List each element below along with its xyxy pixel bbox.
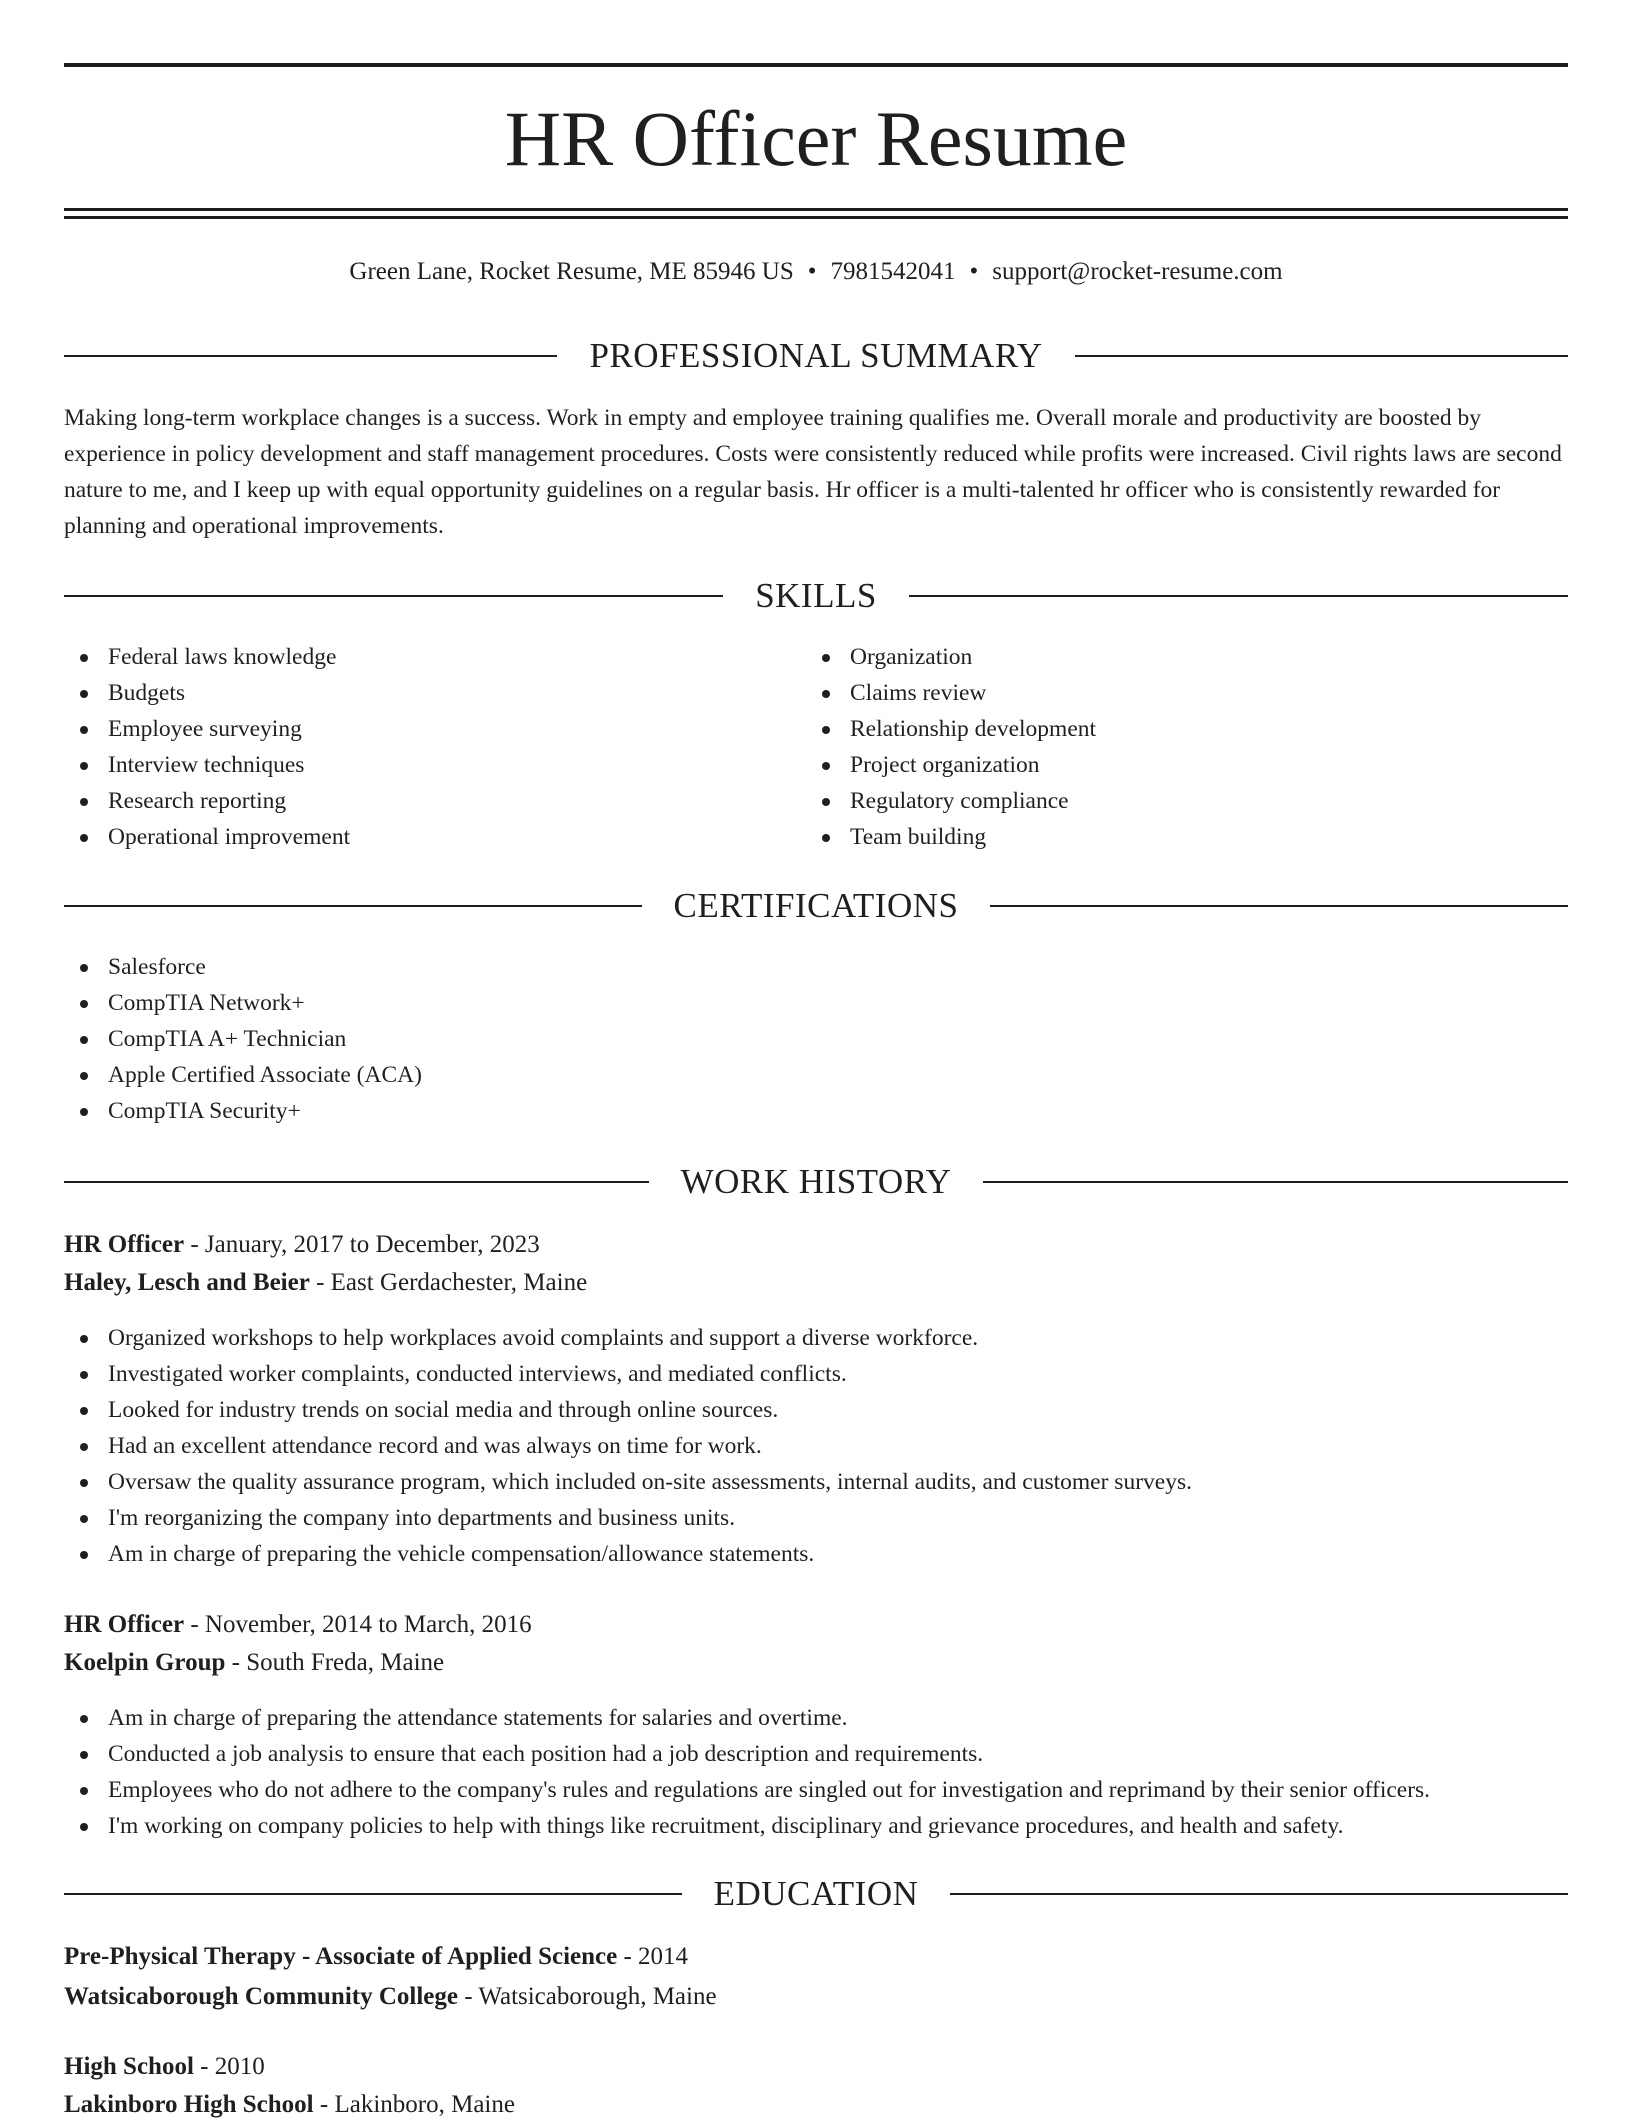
certification-item: CompTIA Security+ xyxy=(64,1093,1568,1129)
job-duty-item: Looked for industry trends on social media and through online sources. xyxy=(64,1392,1568,1428)
skill-item: Organization xyxy=(806,639,1506,675)
heading-rule xyxy=(983,1181,1568,1183)
heading-rule xyxy=(1075,355,1568,357)
section-title: EDUCATION xyxy=(713,1874,919,1913)
skill-item: Regulatory compliance xyxy=(806,783,1506,819)
contact-email: support@rocket-resume.com xyxy=(992,258,1283,285)
job-location: South Freda, Maine xyxy=(246,1649,445,1676)
job-company-line: Koelpin Group - South Freda, Maine xyxy=(64,1649,445,1676)
heading-rule xyxy=(64,355,557,357)
section-title: WORK HISTORY xyxy=(680,1162,952,1201)
job-location: East Gerdachester, Maine xyxy=(330,1269,588,1296)
skill-item: Relationship development xyxy=(806,711,1506,747)
job-title: HR Officer xyxy=(64,1611,185,1638)
job-title: HR Officer xyxy=(64,1231,185,1258)
section-title: CERTIFICATIONS xyxy=(673,886,959,925)
skill-item: Interview techniques xyxy=(64,747,764,783)
job-duties-list xyxy=(64,1320,1568,1572)
heading-rule xyxy=(990,905,1568,907)
education-school: Watsicaborough Community College xyxy=(64,1983,458,2010)
heading-rule xyxy=(64,1893,682,1895)
certification-item: CompTIA A+ Technician xyxy=(64,1021,1568,1057)
skill-item: Claims review xyxy=(806,675,1506,711)
skills-list-left xyxy=(64,639,764,855)
education-school-line: Lakinboro High School - Lakinboro, Maine xyxy=(64,2091,515,2118)
job-duties-list xyxy=(64,1700,1568,1844)
heading-rule xyxy=(909,595,1568,597)
section-title: SKILLS xyxy=(755,576,877,615)
job-duty-item: Had an excellent attendance record and was always on time for work. xyxy=(64,1428,1568,1464)
title-double-rule-upper xyxy=(64,208,1568,211)
education-year: 2010 xyxy=(214,2053,265,2080)
section-heading-summary xyxy=(64,334,1568,378)
heading-rule xyxy=(64,1181,649,1183)
job-dates: January, 2017 to December, 2023 xyxy=(204,1231,540,1258)
skill-item: Team building xyxy=(806,819,1506,855)
education-location: Lakinboro, Maine xyxy=(334,2091,515,2118)
skill-item: Operational improvement xyxy=(64,819,764,855)
certification-item: Salesforce xyxy=(64,949,1568,985)
education-degree: High School xyxy=(64,2053,194,2080)
job-duty-item: Am in charge of preparing the vehicle compensation/allowance statements. xyxy=(64,1536,1568,1572)
job-title-line: HR Officer - November, 2014 to March, 2016 xyxy=(64,1611,532,1638)
section-heading-skills xyxy=(64,574,1568,618)
job-duty-item: Oversaw the quality assurance program, which included on-site assessments, internal audits, and customer surveys. xyxy=(64,1464,1568,1500)
education-school: Lakinboro High School xyxy=(64,2091,314,2118)
education-school-line: Watsicaborough Community College - Watsicaborough, Maine xyxy=(64,1983,717,2010)
education-degree-line: High School - 2010 xyxy=(64,2053,265,2080)
heading-rule xyxy=(64,595,723,597)
job-duty-item: Investigated worker complaints, conducted interviews, and mediated conflicts. xyxy=(64,1356,1568,1392)
heading-rule xyxy=(64,905,642,907)
job-company: Haley, Lesch and Beier xyxy=(64,1269,310,1296)
certifications-list xyxy=(64,949,1568,1129)
job-duty-item: Conducted a job analysis to ensure that each position had a job description and requirements. xyxy=(64,1736,1568,1772)
contact-address: Green Lane, Rocket Resume, ME 85946 US xyxy=(349,258,794,285)
education-degree: Pre-Physical Therapy - Associate of Applied Science xyxy=(64,1943,618,1970)
job-duty-item: Employees who do not adhere to the company's rules and regulations are singled out for investigation and reprimand by their senior officers. xyxy=(64,1772,1568,1808)
contact-separator: • xyxy=(807,258,817,285)
skill-item: Budgets xyxy=(64,675,764,711)
skill-item: Employee surveying xyxy=(64,711,764,747)
skill-item: Research reporting xyxy=(64,783,764,819)
education-degree-line: Pre-Physical Therapy - Associate of Applied Science - 2014 xyxy=(64,1943,689,1970)
section-heading-education xyxy=(64,1872,1568,1916)
job-duty-item: Organized workshops to help workplaces avoid complaints and support a diverse workforce. xyxy=(64,1320,1568,1356)
education-location: Watsicaborough, Maine xyxy=(478,1983,717,2010)
job-duty-item: Am in charge of preparing the attendance statements for salaries and overtime. xyxy=(64,1700,1568,1736)
contact-line xyxy=(64,254,1568,290)
heading-rule xyxy=(950,1893,1568,1895)
contact-phone: 7981542041 xyxy=(830,258,956,285)
section-title: PROFESSIONAL SUMMARY xyxy=(589,336,1043,375)
certification-item: CompTIA Network+ xyxy=(64,985,1568,1021)
section-heading-work-history xyxy=(64,1160,1568,1204)
summary-text: Making long-term workplace changes is a success. Work in empty and employee training qualifies me. Overall morale and productivity are boosted by experience in policy development and staff management procedures. Costs were consistently reduced while profits were increased. Civil rights laws are second nature to me, and I keep up with equal opportunity guidelines on a regular basis. Hr officer is a multi-talented hr officer who is consistently rewarded for planning and operational improvements. xyxy=(64,405,1562,539)
job-company: Koelpin Group xyxy=(64,1649,226,1676)
education-year: 2014 xyxy=(638,1943,689,1970)
section-heading-certifications xyxy=(64,884,1568,928)
certification-item: Apple Certified Associate (ACA) xyxy=(64,1057,1568,1093)
top-rule xyxy=(64,63,1568,67)
job-title-line: HR Officer - January, 2017 to December, 2023 xyxy=(64,1231,540,1258)
skill-item: Project organization xyxy=(806,747,1506,783)
job-company-line: Haley, Lesch and Beier - East Gerdachester, Maine xyxy=(64,1269,588,1296)
contact-separator: • xyxy=(969,258,979,285)
page-title: HR Officer Resume xyxy=(504,95,1128,182)
job-duty-item: I'm reorganizing the company into departments and business units. xyxy=(64,1500,1568,1536)
job-duty-item: I'm working on company policies to help with things like recruitment, disciplinary and grievance procedures, and health and safety. xyxy=(64,1808,1568,1844)
skill-item: Federal laws knowledge xyxy=(64,639,764,675)
title-double-rule-lower xyxy=(64,216,1568,219)
job-dates: November, 2014 to March, 2016 xyxy=(204,1611,532,1638)
skills-list-right xyxy=(806,639,1506,855)
